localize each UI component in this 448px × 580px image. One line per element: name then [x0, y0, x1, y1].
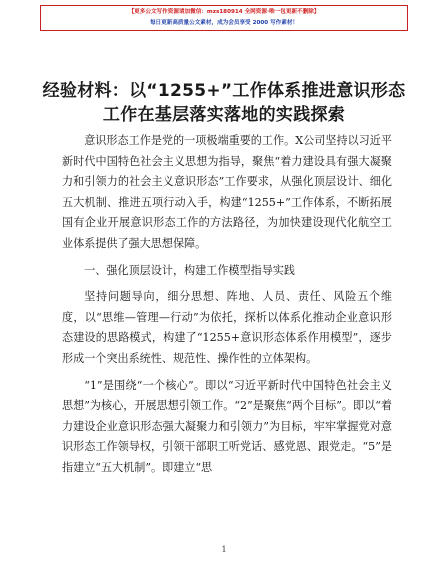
section-heading-1: 一、强化顶层设计，构建工作模型指导实践: [84, 263, 295, 277]
page-number: 1: [221, 545, 227, 554]
document-title-line1: 经验材料：以“1255+”工作体系推进意识形态: [42, 81, 406, 101]
paragraph-body-1: 坚持问题导向，细分思想、阵地、人员、责任、风险五个维度，以“思维—管理—行动”为依托，探析以体系化推动企业意识形态建设的思路模式，构建了“1255+意识形态体系作用模型”，逐步形成一个突出系统性、规范性、操作性的立体架构。: [62, 290, 392, 365]
promo-banner-line2: 每日更新高质量公文素材，成为会员享受 2000 写作素材！: [149, 20, 299, 26]
promo-banner-line1: 【更多公文写作资源请加微信：mzs180914 全网资源·唯一包更新不删除】: [128, 9, 320, 15]
paragraph-body-2: “1”是围绕“一个核心”。即以“习近平新时代中国特色社会主义思想”为核心，开展思想引领工作。“2”是聚焦“两个目标”。即以“着力建设企业意识形态强大凝聚力和引领力”为目标，牢牢掌握党对意识形态工作领导权，引领干部职工听党话、感党恩、跟党走。“5”是指建立“五大机制”。即建立“思: [62, 378, 392, 474]
document-title-line2: 工作在基层落实落地的实践探索: [102, 105, 346, 125]
document-body: [62, 131, 392, 479]
paragraph-intro: 意识形态工作是党的一项极端重要的工作。X公司坚持以习近平新时代中国特色社会主义思想为指导，聚焦“着力建设具有强大凝聚力和引领力的社会主义意识形态”工作要求，从强化顶层设计、细化五大机制、推进五项行动入手，构建“1255+”工作体系，不断拓展国有企业开展意识形态工作的方法路径，为加快建设现代化航空工业体系提供了强大思想保障。: [62, 134, 392, 250]
promo-banner: [40, 5, 408, 31]
